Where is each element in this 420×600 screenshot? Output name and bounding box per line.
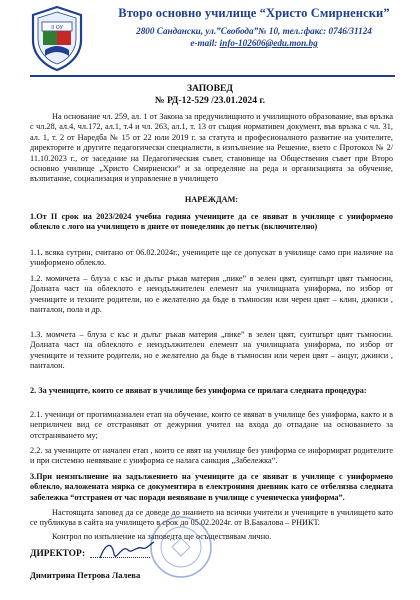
school-address: 2800 Сандански, ул.”Свобода”№ 10, тел.:факс: 0746/31124 [136, 26, 372, 36]
header-divider [30, 75, 395, 77]
item-publication: Настоящата заповед да се доведе до знанието на всички учители и учениците в училището като се публикува в сайта на училището в срок до 05.02.2024г. от В.Бакалова – РНИКТ. [30, 508, 393, 528]
item-1-3: 1.3. момчета – блуза с къс и дълъг ръкав материя „пике” в зелен цвят, суитшърт цвят тъмносин. Долната част на облеклото е неиздължителен елемент на училищната униформа, по избор от учениците и техните родители, но е желателно да бъде в тъмносин или черен цвят – анцуг, джинси , панталон. [30, 330, 393, 371]
item-control: Контрол по изпълнение на заповедта ще осъществявам лично. [52, 532, 272, 541]
item-2: 2. За учениците, които се явяват в училище без униформа се прилага следната процедура: [30, 386, 367, 395]
svg-text:II ОУ: II ОУ [51, 25, 63, 31]
item-2-2: 2.2. за учениците от начален етап , които се явят на училище без униформа се информират родителите и при системно неявяване с униформа се налага санкция „Забележка“. [30, 446, 393, 466]
item-1: 1.От II срок на 2023/2024 учебна година учениците да се явяват в училище с униформено облекло с лого на училището в дните от понеделник до петък (включително) [30, 212, 393, 232]
item-1-1: 1.1. всяка сутрин, считано от 06.02.2024г., учениците ще се допускат в училище само при наличие на униформено облекло. [30, 248, 393, 268]
round-stamp-icon [148, 514, 214, 580]
order-directive: НАРЕЖДАМ: [184, 195, 239, 204]
school-emblem-icon [28, 4, 86, 72]
email-label: e-mail: [190, 38, 220, 48]
handwritten-signature-icon [96, 538, 156, 564]
school-name: Второ основно училище “Христо Смирненски” [118, 6, 390, 20]
school-email-line [94, 38, 414, 48]
preamble-text: На основание чл. 259, ал. 1 от Закона за предучилищното и училищното образование, във връзка с чл.28, ал.4, чл.172, ал.1, т.4 и чл. 263, ал.1, т. 13 от същия нормативен документ, във връзка с чл. 31, ал. 1, т. 2 от Наредба № 15 от 22 юли 2019 г. за статута и професионалното развитие на учителите, директорите и другите педагогически специалисти, в изпълнение на Решение, взето с Протокол № 2/ 11.10.2023 г., от заседание на Педагогическия съвет, становище на Обществения съвет при Второ основно училище „Христо Смирненски“ и за определяне на реда и организацията за обучение, възпитание, социализация и управление в училището [30, 112, 393, 184]
order-heading: ЗАПОВЕД [186, 83, 234, 94]
director-name: Димитрина Петрова Лалева [30, 570, 141, 580]
signature-label: ДИРЕКТОР: [30, 549, 86, 559]
order-number: № РД-12-529 /23.01.2024 г. [154, 95, 266, 106]
item-3: 3.При неизпълнение на задължението на учениците да се явяват в училище с униформено облекло, наложената мярка се документира в електронния дневник като се отбелязва следната забележка “отстранен от час поради неявяване в училище с ученическа униформа”. [30, 472, 393, 502]
letterhead [0, 0, 420, 80]
item-1-2: 1.2. момичета – блуза с къс и дълъг ръкав материя „пике” в зелен цвят, суитшърт цвят тъмносин, Долната част на облеклото е неиздължителен елемент на училищната униформа, по избор от учениците и техните родители, но е желателно да бъде в тъмносин или черен цвят – клин, джинси , панталон, пола и др. [30, 274, 393, 315]
email-link[interactable]: info-102606@edu.mon.bg [219, 38, 318, 48]
item-2-1: 2.1. ученици от прогимназиален етап на обучение, които се явяват в училище без униформа, както и в неприличен вид се отстраняват от дежурния учител на входа до отпадане на основанието за отстраняването му; [30, 410, 393, 440]
